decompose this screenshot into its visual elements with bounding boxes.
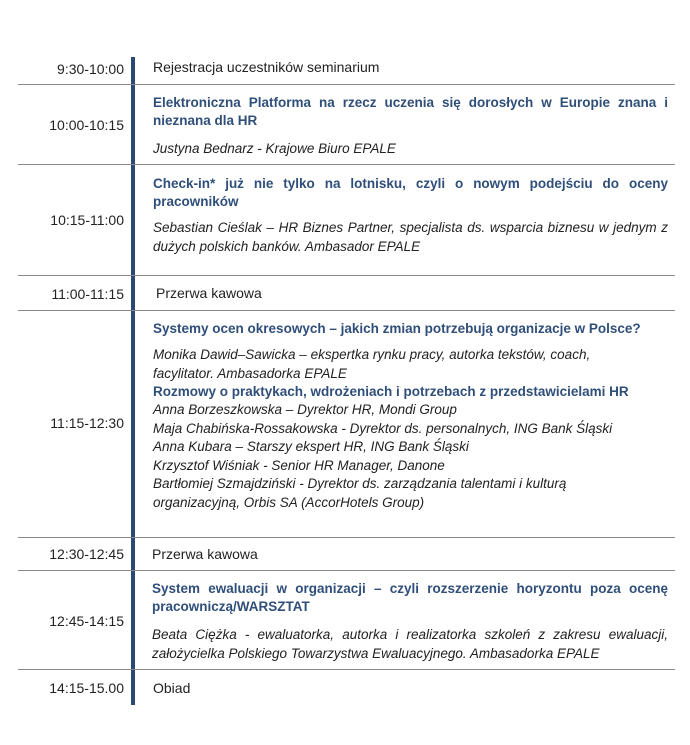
session-label: Przerwa kawowa	[156, 285, 262, 301]
time-slot: 10:15-11:00	[50, 212, 124, 228]
session-label: Przerwa kawowa	[152, 546, 258, 562]
session-speaker: Monika Dawid–Sawicka – ekspertka rynku pracy, autorka tekstów, coach, facylitator. Ambasadorka EPALE	[153, 347, 591, 381]
session	[153, 175, 668, 256]
row-divider	[18, 275, 675, 276]
time-slot: 12:30-12:45	[49, 546, 124, 562]
panelist: Maja Chabińska-Rossakowska - Dyrektor ds. personalnych, ING Bank Śląski	[153, 420, 613, 436]
time-slot: 12:45-14:15	[49, 613, 124, 629]
session	[153, 94, 668, 159]
session	[153, 320, 668, 512]
session-label: Rejestracja uczestników seminarium	[153, 59, 380, 75]
session	[152, 580, 668, 663]
panelist: Anna Kubara – Starszy ekspert HR, ING Bank Śląski	[153, 439, 469, 454]
time-slot: 11:15-12:30	[50, 415, 124, 431]
session-title: Check-in* już nie tylko na lotnisku, czyli o nowym podejściu do oceny pracowników	[153, 176, 668, 209]
panelist: Bartłomiej Szmajdziński - Dyrektor ds. zarządzania talentami i kulturą organizacyjną, Orbis SA (AccorHotels Group)	[153, 476, 567, 510]
row-divider	[18, 164, 675, 165]
panelist: Krzysztof Wiśniak - Senior HR Manager, Danone	[153, 457, 445, 473]
session-label: Obiad	[153, 680, 191, 696]
panel-title: Rozmowy o praktykach, wdrożeniach i potrzebach z przedstawicielami HR	[153, 384, 629, 399]
timeline-bar	[131, 57, 135, 705]
time-slot: 14:15-15.00	[49, 680, 124, 696]
session-title: Systemy ocen okresowych – jakich zmian potrzebują organizacje w Polsce?	[153, 321, 641, 336]
row-divider	[18, 310, 675, 311]
row-divider	[18, 669, 675, 670]
time-slot: 11:00-11:15	[51, 286, 124, 302]
panelist: Anna Borzeszkowska – Dyrektor HR, Mondi Group	[153, 402, 457, 417]
row-divider	[18, 84, 675, 85]
session-speaker: Sebastian Cieślak – HR Biznes Partner, specjalista ds. wsparcia biznesu w jednym z dużych polskich banków. Ambasador EPALE	[153, 220, 668, 254]
session-title: System ewaluacji w organizacji – czyli rozszerzenie horyzontu poza ocenę pracowniczą/WARSZTAT	[152, 581, 668, 614]
time-slot: 10:00-10:15	[49, 117, 124, 133]
session-title: Elektroniczna Platforma na rzecz uczenia się dorosłych w Europie znana i nieznana dla HR	[153, 95, 668, 128]
row-divider	[18, 537, 675, 538]
row-divider	[18, 570, 675, 571]
session-speaker: Justyna Bednarz - Krajowe Biuro EPALE	[153, 141, 396, 156]
session-speaker: Beata Ciężka - ewaluatorka, autorka i realizatorka szkoleń z zakresu ewaluacji, założycielka Polskiego Towarzystwa Ewaluacyjnego. Ambasadorka EPALE	[152, 627, 668, 661]
time-slot: 9:30-10:00	[57, 61, 124, 77]
